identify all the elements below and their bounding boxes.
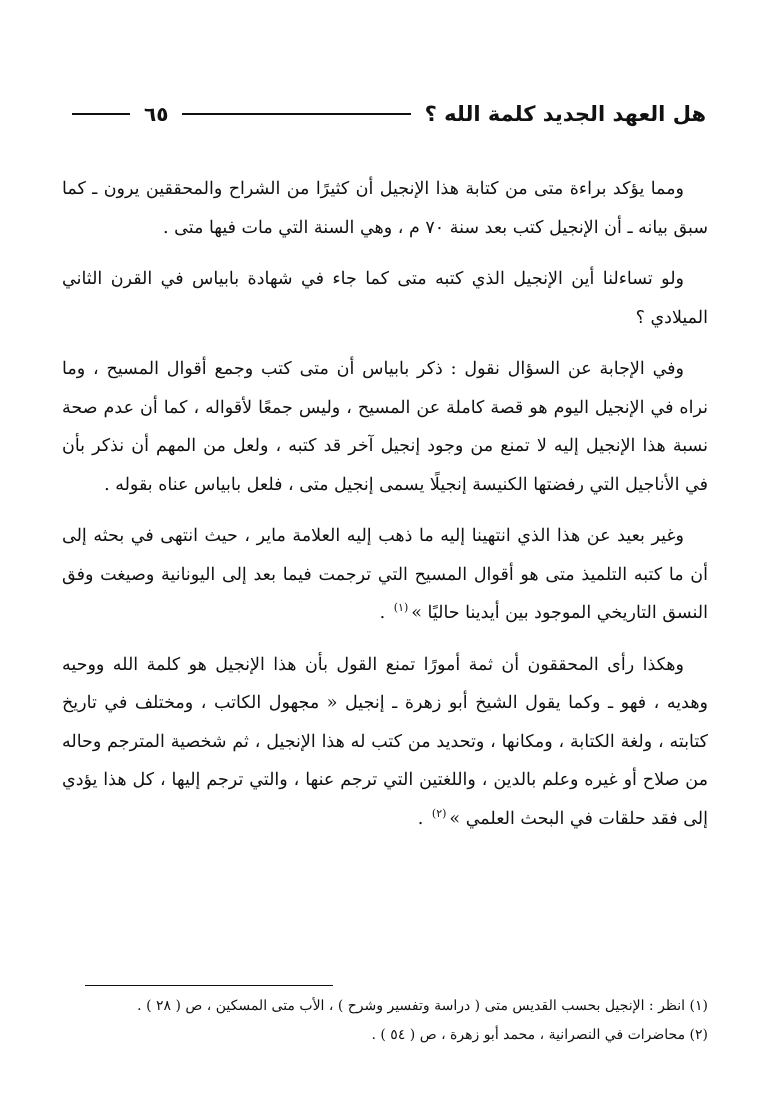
footnote-separator <box>85 985 333 986</box>
paragraph-text: ولو تساءلنا أين الإنجيل الذي كتبه متى كما جاء في شهادة بابياس في القرن الثاني الميلادي ؟ <box>62 269 708 328</box>
header-rule <box>182 113 410 115</box>
header-title: هل العهد الجديد كلمة الله ؟ <box>424 102 706 126</box>
paragraph-tail: . <box>379 603 391 623</box>
paragraph-text: وهكذا رأى المحققون أن ثمة أمورًا تمنع القول بأن هذا الإنجيل هو كلمة الله ووحيه وهديه ، فهو ـ وكما يقول الشيخ أبو زهرة ـ إنجيل « مجهول الكاتب ، ومختلف في تاريخ كتابته ، ولغة الكتابة ، ومكانها ، وتحديد من كتب له هذا الإنجيل ، ثم شخصية المترجم وحاله من صلاح أو غيره وعلم بالدين ، واللغتين التي ترجم عنها ، والتي ترجم إليها ، كل هذا يؤدي إلى فقد حلقات في البحث العلمي » <box>62 654 708 829</box>
main-text <box>62 170 708 851</box>
footnote-reference[interactable]: (١) <box>393 601 409 615</box>
paragraph <box>62 260 708 337</box>
footnote: (٢) محاضرات في النصرانية ، محمد أبو زهرة ، ص ( ٥٤ ) . <box>371 1027 708 1043</box>
header-rule-short <box>72 113 130 115</box>
page-number: ٦٥ <box>144 102 169 126</box>
paragraph-text: وغير بعيد عن هذا الذي انتهينا إليه ما ذهب إليه العلامة ماير ، حيث انتهى في بحثه إلى أن ما كتبه التلميذ متى هو أقوال المسيح التي ترجمت فيما بعد إلى اليونانية وصيغت وفق النسق التاريخي الموجود بين أيدينا حاليًا » <box>62 526 708 623</box>
footnotes <box>62 992 708 1050</box>
paragraph-tail: . <box>417 808 429 829</box>
paragraph <box>62 170 708 247</box>
paragraph <box>62 350 708 504</box>
paragraph <box>62 646 708 839</box>
footnote-reference[interactable]: (٢) <box>431 806 447 820</box>
footnote: (١) انظر : الإنجيل بحسب القديس متى ( دراسة وتفسير وشرح ) ، الأب متى المسكين ، ص ( ٢٨ ) . <box>137 998 708 1014</box>
page-header <box>72 96 706 132</box>
paragraph <box>62 517 708 633</box>
paragraph-text: وفي الإجابة عن السؤال نقول : ذكر بابياس أن متى كتب وجمع أقوال المسيح ، وما نراه في الإنجيل اليوم هو قصة كاملة عن المسيح ، وليس جمعًا لأقواله ، كما أن عدم صحة نسبة هذا الإنجيل إليه لا تمنع من وجود إنجيل آخر قد كتبه ، ولعل من المهم أن نذكر بأن في الأناجيل التي رفضتها الكنيسة إنجيلًا يسمى إنجيل متى ، فلعل بابياس عناه بقوله . <box>62 359 708 495</box>
paragraph-text: ومما يؤكد براءة متى من كتابة هذا الإنجيل أن كثيرًا من الشراح والمحققين يرون ـ كما سبق بيانه ـ أن الإنجيل كتب بعد سنة ٧٠ م ، وهي السنة التي مات فيها متى . <box>62 179 708 238</box>
